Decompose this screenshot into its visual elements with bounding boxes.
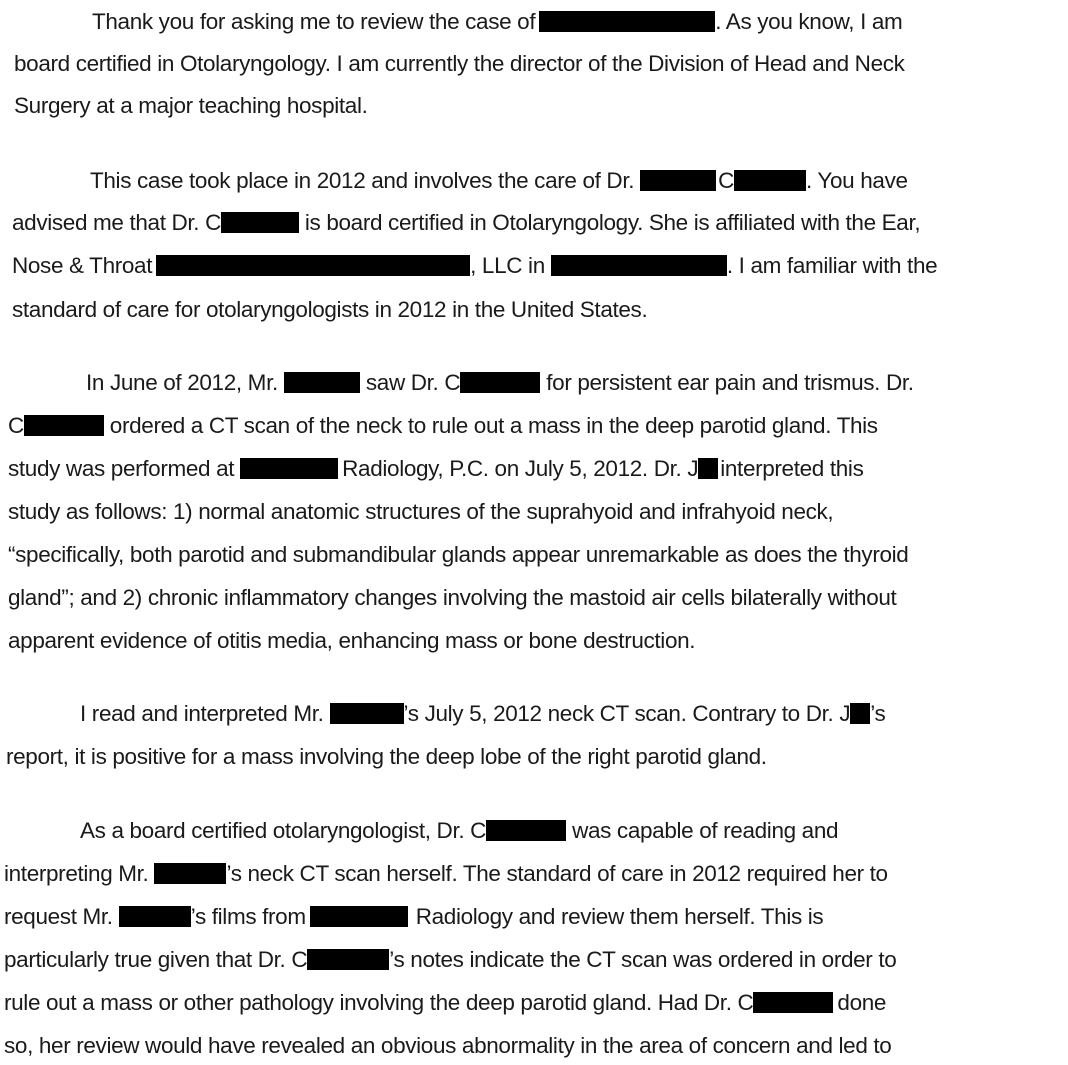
text-segment: interpreted this xyxy=(720,456,864,481)
redaction-bar xyxy=(24,415,104,436)
text-segment: done xyxy=(837,990,887,1015)
text-line xyxy=(6,743,767,771)
text-segment: saw Dr. C xyxy=(365,370,461,395)
redaction-bar xyxy=(310,906,408,927)
text-segment: Radiology, P.C. on July 5, 2012. Dr. J xyxy=(342,456,699,481)
text-segment: particularly true given that Dr. C xyxy=(4,947,308,972)
text-segment: . You have xyxy=(806,168,908,193)
text-segment: . I am familiar with the xyxy=(726,253,938,278)
text-segment: so, her review would have revealed an obvious abnormality in the area of concern and led to xyxy=(4,1033,892,1058)
text-segment: . As you know, I am xyxy=(715,9,903,34)
text-segment: Nose & Throat xyxy=(12,253,153,278)
text-segment: gland”; and 2) chronic inflammatory changes involving the mastoid air cells bilaterally without xyxy=(8,585,897,610)
text-segment: ’s xyxy=(870,701,886,726)
text-line xyxy=(8,541,908,569)
text-line xyxy=(8,627,695,655)
redaction-bar xyxy=(307,949,389,970)
redaction-bar xyxy=(221,212,299,233)
text-segment: “specifically, both parotid and submandibular glands appear unremarkable as does the thyroid xyxy=(8,542,909,567)
text-segment: standard of care for otolaryngologists in 2012 in the United States. xyxy=(12,297,648,322)
text-line xyxy=(4,1032,891,1060)
redaction-bar xyxy=(156,255,470,276)
redaction-bar xyxy=(698,458,718,479)
redaction-bar xyxy=(154,863,226,884)
text-line xyxy=(8,498,833,526)
text-line xyxy=(4,860,888,888)
text-segment: C xyxy=(718,168,735,193)
text-segment: ’s films from xyxy=(190,904,306,929)
text-line xyxy=(14,50,905,78)
redaction-bar xyxy=(734,170,806,191)
text-segment: rule out a mass or other pathology involving the deep parotid gland. Had Dr. C xyxy=(4,990,754,1015)
text-segment: This case took place in 2012 and involves the care of Dr. xyxy=(90,168,635,193)
text-line xyxy=(80,817,838,845)
text-segment: C xyxy=(8,413,24,438)
text-segment: request Mr. xyxy=(4,904,113,929)
text-segment: interpreting Mr. xyxy=(4,861,149,886)
text-segment: apparent evidence of otitis media, enhancing mass or bone destruction. xyxy=(8,628,696,653)
text-segment: ’s notes indicate the CT scan was ordered in order to xyxy=(389,947,897,972)
text-segment: report, it is positive for a mass involving the deep lobe of the right parotid gland. xyxy=(6,744,767,769)
text-segment: I read and interpreted Mr. xyxy=(80,701,324,726)
redaction-bar xyxy=(753,992,833,1013)
text-segment: Radiology and review them herself. This is xyxy=(415,904,824,929)
text-line xyxy=(4,989,886,1017)
text-segment: is board certified in Otolaryngology. She is affiliated with the Ear, xyxy=(299,210,921,235)
redaction-bar xyxy=(486,820,566,841)
text-segment: advised me that Dr. C xyxy=(12,210,221,235)
text-segment: board certified in Otolaryngology. I am currently the director of the Division of Head and Neck xyxy=(14,51,905,76)
redaction-bar xyxy=(284,372,360,393)
text-line xyxy=(14,92,368,120)
text-segment: was capable of reading and xyxy=(572,818,839,843)
redaction-bar xyxy=(330,703,404,724)
text-segment: , LLC in xyxy=(470,253,545,278)
text-segment: In June of 2012, Mr. xyxy=(86,370,278,395)
text-segment: study was performed at xyxy=(8,456,235,481)
text-line xyxy=(92,8,902,36)
redaction-bar xyxy=(551,255,727,276)
text-line xyxy=(12,252,937,280)
text-line xyxy=(8,584,896,612)
text-line xyxy=(12,296,647,324)
text-segment: Surgery at a major teaching hospital. xyxy=(14,93,368,118)
redaction-bar xyxy=(240,458,338,479)
text-segment: Thank you for asking me to review the case of xyxy=(92,9,536,34)
redaction-bar xyxy=(640,170,716,191)
text-segment: study as follows: 1) normal anatomic structures of the suprahyoid and infrahyoid neck, xyxy=(8,499,834,524)
text-line xyxy=(4,903,823,931)
text-segment: As a board certified otolaryngologist, Dr. C xyxy=(80,818,487,843)
text-line xyxy=(8,455,863,483)
text-segment: ’s neck CT scan herself. The standard of care in 2012 required her to xyxy=(226,861,888,886)
text-line xyxy=(90,167,908,195)
redaction-bar xyxy=(539,11,715,32)
redaction-bar xyxy=(119,906,191,927)
redaction-bar xyxy=(850,703,870,724)
text-segment: ordered a CT scan of the neck to rule out a mass in the deep parotid gland. This xyxy=(103,413,878,438)
text-segment: for persistent ear pain and trismus. Dr. xyxy=(546,370,914,395)
text-line xyxy=(4,946,896,974)
text-segment: ’s July 5, 2012 neck CT scan. Contrary to Dr. J xyxy=(403,701,851,726)
text-line xyxy=(80,700,885,728)
redaction-bar xyxy=(460,372,540,393)
text-line xyxy=(86,369,914,397)
text-line xyxy=(12,209,920,237)
text-line xyxy=(8,412,878,440)
